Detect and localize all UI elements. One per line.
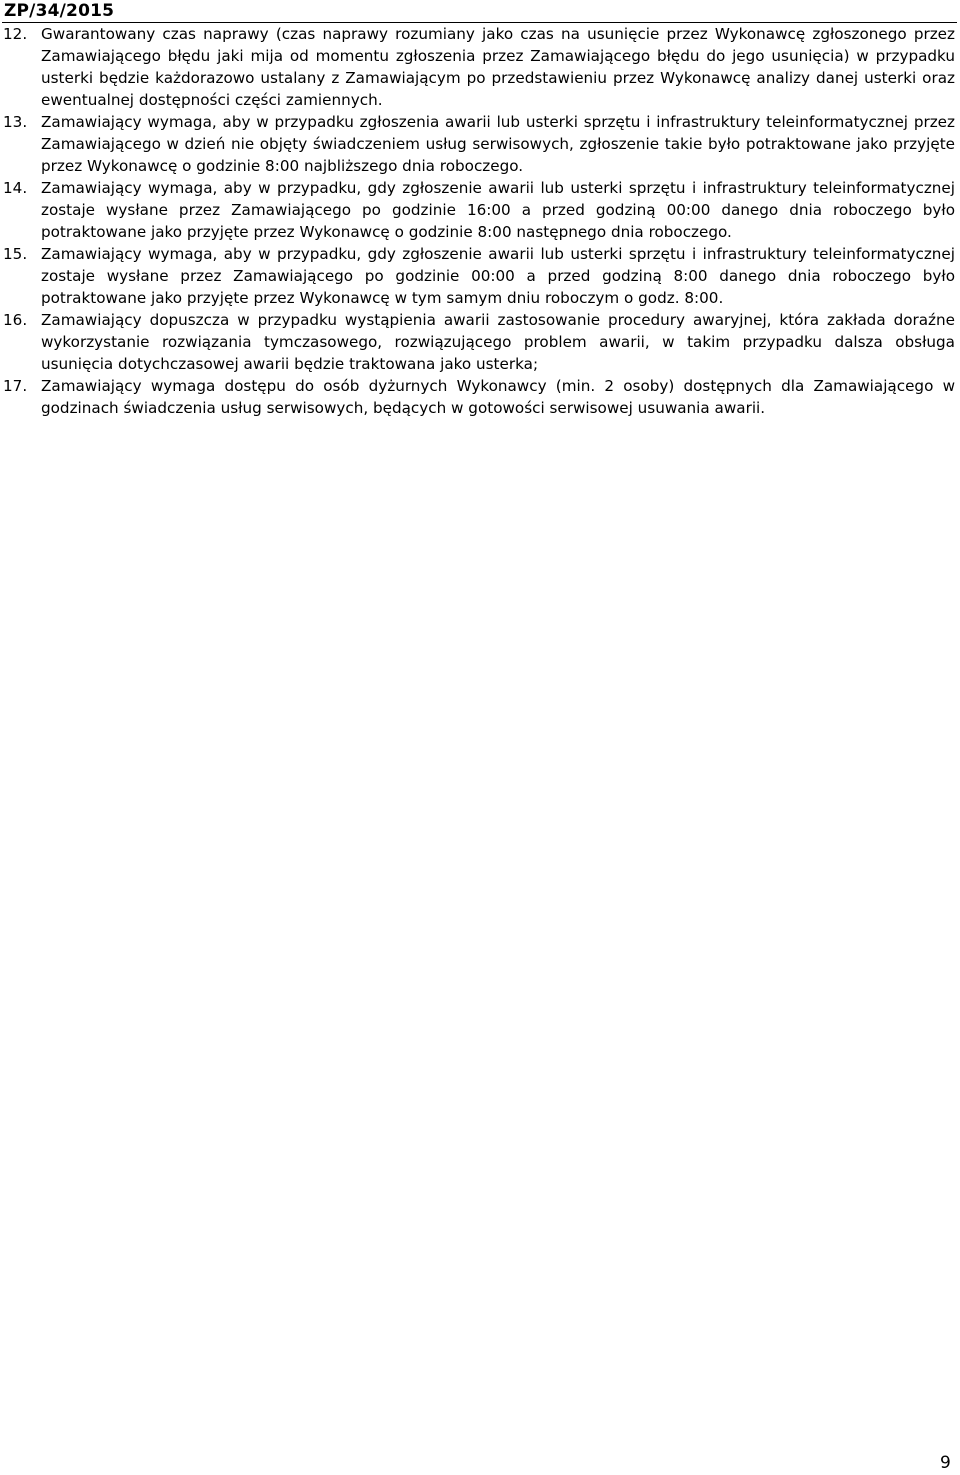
item-number: 14.	[3, 179, 28, 197]
page-number: 9	[940, 1453, 951, 1473]
item-text: Zamawiający wymaga dostępu do osób dyżurnych Wykonawcy (min. 2 osoby) dostępnych dla Zamawiającego w godzinach świadczenia usług serwisowych, będących w gotowości serwisowej usuwania awarii.	[41, 377, 955, 417]
item-number: 13.	[3, 113, 28, 131]
item-text: Gwarantowany czas naprawy (czas naprawy rozumiany jako czas na usunięcie przez Wykonawcę zgłoszonego przez Zamawiającego błędu jaki mija od momentu zgłoszenia przez Zamawiającego błędu do jego usunięcia) w przypadku usterki będzie każdorazowo ustalany z Zamawiającym po przedstawieniu przez Wykonawcę analizy danej usterki oraz ewentualnej dostępności części zamiennych.	[41, 25, 955, 109]
list-item	[0, 23, 955, 111]
list-item	[0, 177, 955, 243]
requirements-list	[0, 23, 955, 419]
list-item	[0, 375, 955, 419]
item-text: Zamawiający wymaga, aby w przypadku zgłoszenia awarii lub usterki sprzętu i infrastruktury teleinformatycznej przez Zamawiającego w dzień nie objęty świadczeniem usług serwisowych, zgłoszenie takie było potraktowane jako przyjęte przez Wykonawcę o godzinie 8:00 najbliższego dnia roboczego.	[41, 113, 955, 175]
document-reference: ZP/34/2015	[4, 1, 115, 21]
item-number: 17.	[3, 377, 28, 395]
item-number: 15.	[3, 245, 28, 263]
list-item	[0, 309, 955, 375]
item-text: Zamawiający wymaga, aby w przypadku, gdy zgłoszenie awarii lub usterki sprzętu i infrastruktury teleinformatycznej zostaje wysłane przez Zamawiającego po godzinie 00:00 a przed godziną 8:00 danego dnia roboczego było potraktowane jako przyjęte przez Wykonawcę w tym samym dniu roboczym o godz. 8:00.	[41, 245, 955, 307]
item-text: Zamawiający wymaga, aby w przypadku, gdy zgłoszenie awarii lub usterki sprzętu i infrastruktury teleinformatycznej zostaje wysłane przez Zamawiającego po godzinie 16:00 a przed godziną 00:00 danego dnia roboczego było potraktowane jako przyjęte przez Wykonawcę o godzinie 8:00 następnego dnia roboczego.	[41, 179, 955, 241]
item-text: Zamawiający dopuszcza w przypadku wystąpienia awarii zastosowanie procedury awaryjnej, która zakłada doraźne wykorzystanie rozwiązania tymczasowego, rozwiązującego problem awarii, w takim przypadku dalsza obsługa usunięcia dotychczasowej awarii będzie traktowana jako usterka;	[41, 311, 955, 373]
item-number: 12.	[3, 25, 28, 43]
list-item	[0, 111, 955, 177]
list-item	[0, 243, 955, 309]
item-number: 16.	[3, 311, 28, 329]
